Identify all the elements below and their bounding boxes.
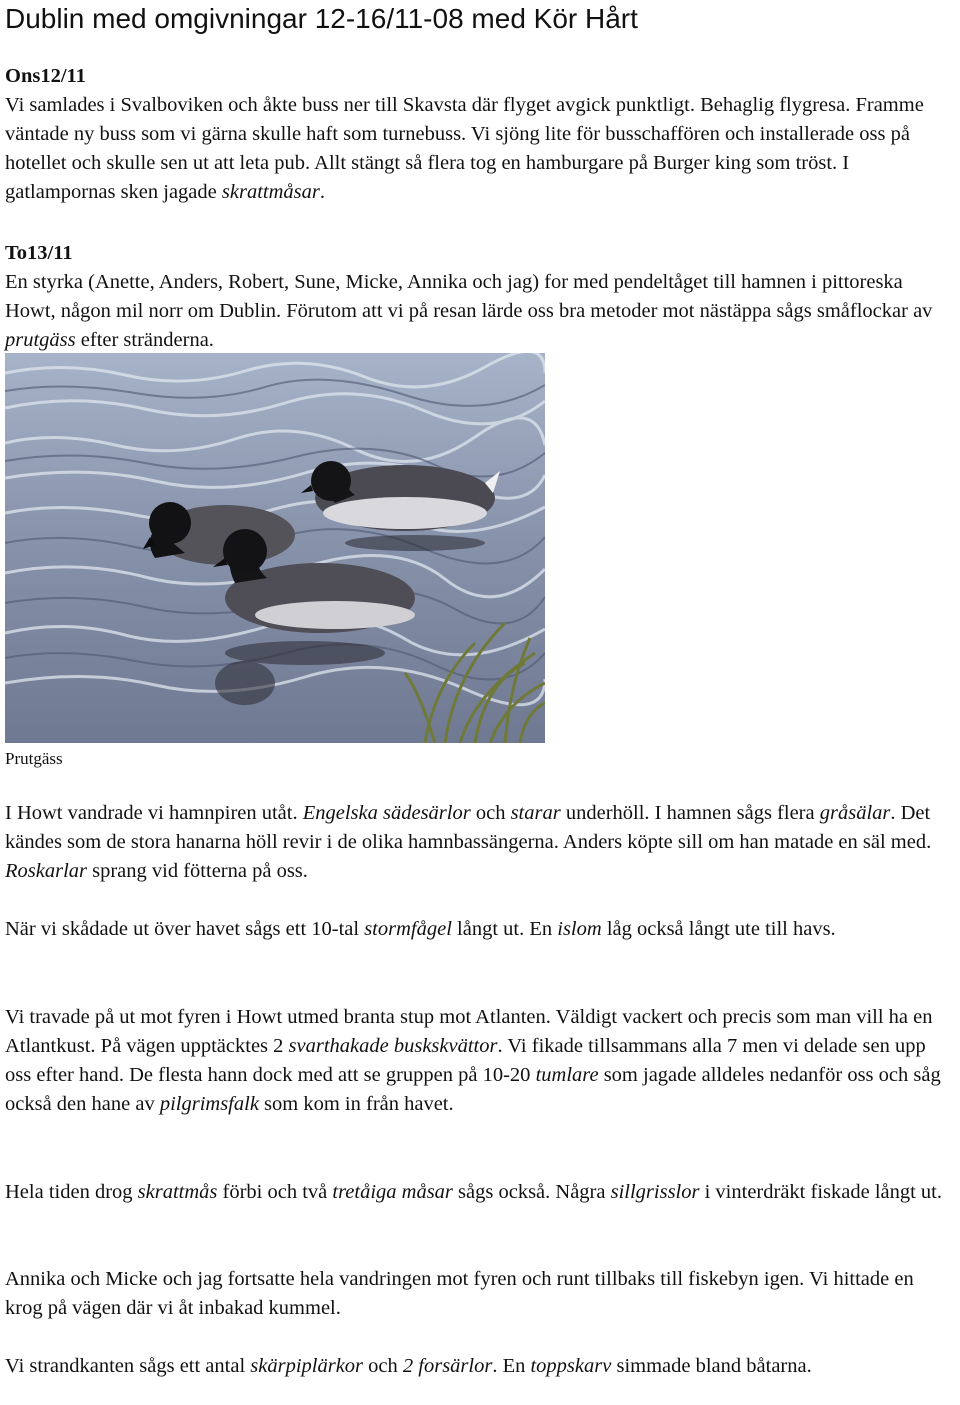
text-run: Vi travade på ut mot fyren i Howt utmed branta stup mot Atlanten. Väldigt vackert och precis som man vill ha en Atlantkust. På vägen upptäcktes 2 bbox=[5, 1006, 933, 1057]
species-name: Roskarlar bbox=[5, 860, 87, 882]
text-run: . En bbox=[492, 1355, 531, 1377]
text-run: långt ut. En bbox=[451, 918, 558, 940]
species-name: stormfågel bbox=[364, 918, 452, 940]
text-run: och bbox=[363, 1355, 403, 1377]
page-title: Dublin med omgivningar 12-16/11-08 med Kör Hårt bbox=[5, 3, 638, 34]
text-run: Vi strandkanten sågs ett antal bbox=[5, 1355, 251, 1377]
text-run: låg också långt ute till havs. bbox=[601, 918, 836, 940]
paragraph-text bbox=[5, 915, 955, 944]
text-run: i vinterdräkt fiskade långt ut. bbox=[699, 1181, 943, 1203]
species-name: skärpiplärkor bbox=[250, 1355, 364, 1377]
text-run: I Howt vandrade vi hamnpiren utåt. bbox=[5, 802, 303, 824]
species-name: tretåiga måsar bbox=[332, 1181, 453, 1203]
species-name: islom bbox=[557, 918, 602, 940]
species-name: tumlare bbox=[535, 1064, 599, 1086]
text-run: Vi samlades i Svalboviken och åkte buss ner till Skavsta där flyget avgick punktligt. Behaglig flygresa. Framme väntade ny buss som vi gärna skulle haft som turnebuss. Vi sjöng lite för busschaffören och installerade oss på hotellet och skulle sen ut att leta pub. Allt stängt så flera tog en hamburgare på Burger king som tröst. I gatlampornas sken jagade bbox=[5, 94, 924, 203]
text-run: En styrka (Anette, Anders, Robert, Sune, Micke, Annika och jag) for med pendeltåget till hamnen i pittoreska Howt, någon mil norr om Dublin. Förutom att vi på resan lärde oss bra metoder mot nästäppa sågs småflockar av bbox=[5, 271, 933, 322]
section-ons bbox=[5, 62, 955, 207]
section-date: Ons12/11 bbox=[5, 65, 86, 87]
paragraph-text bbox=[5, 1265, 955, 1323]
paragraph-text bbox=[5, 1352, 955, 1381]
text-run: sprang vid fötterna på oss. bbox=[87, 860, 308, 882]
species-name: starar bbox=[510, 802, 561, 824]
photo-caption: Prutgäss bbox=[5, 749, 63, 768]
paragraph-skrattmas bbox=[5, 1178, 955, 1207]
text-run: efter stränderna. bbox=[75, 329, 214, 351]
text-run: När vi skådade ut över havet sågs ett 10-tal bbox=[5, 918, 365, 940]
species-name: skrattmås bbox=[137, 1181, 218, 1203]
paragraph-text bbox=[5, 1003, 955, 1119]
species-name: skrattmåsar bbox=[221, 181, 320, 203]
species-name: pilgrimsfalk bbox=[159, 1093, 259, 1115]
text-run: som kom in från havet. bbox=[258, 1093, 454, 1115]
species-name: sillgrisslor bbox=[610, 1181, 700, 1203]
text-run: Hela tiden drog bbox=[5, 1181, 138, 1203]
text-run: underhöll. I hamnen sågs flera bbox=[560, 802, 820, 824]
species-name: prutgäss bbox=[5, 329, 76, 351]
paragraph-strandkanten bbox=[5, 1352, 955, 1381]
paragraph-vandringen bbox=[5, 1265, 955, 1323]
paragraph-text bbox=[5, 1178, 955, 1207]
section-to bbox=[5, 239, 955, 355]
species-name: gråsälar bbox=[819, 802, 891, 824]
text-run: . Vi fikade tillsammans alla 7 men vi delade sen upp oss efter hand. De flesta hann dock med att se gruppen på 10-20 bbox=[5, 1035, 926, 1086]
text-run: . bbox=[319, 181, 325, 203]
paragraph-havet bbox=[5, 915, 955, 944]
paragraph-text bbox=[5, 799, 955, 886]
text-run: . Det kändes som de stora hanarna höll revir i de olika hamnbassängerna. Anders köpte sill om han matade en säl med. bbox=[5, 802, 932, 853]
section-text bbox=[5, 268, 955, 355]
text-run: förbi och två bbox=[217, 1181, 333, 1203]
text-run: sågs också. Några bbox=[452, 1181, 611, 1203]
paragraph-howt bbox=[5, 799, 955, 886]
species-name: Engelska sädesärlor bbox=[302, 802, 471, 824]
species-name: toppskarv bbox=[530, 1355, 612, 1377]
text-run: som jagade alldeles nedanför oss och såg också den hane av bbox=[5, 1064, 941, 1115]
text-run: Annika och Micke och jag fortsatte hela vandringen mot fyren och runt tillbaks till fiskebyn igen. Vi hittade en krog på vägen där vi åt inbakad kummel. bbox=[5, 1268, 914, 1319]
species-name: svarthakade buskskvättor bbox=[288, 1035, 498, 1057]
text-run: simmade bland båtarna. bbox=[611, 1355, 812, 1377]
brent-geese-photo bbox=[5, 353, 545, 743]
text-run: och bbox=[470, 802, 511, 824]
section-date: To13/11 bbox=[5, 242, 73, 264]
species-name: 2 forsärlor bbox=[402, 1355, 493, 1377]
section-text bbox=[5, 91, 955, 207]
paragraph-fyren bbox=[5, 1003, 955, 1119]
